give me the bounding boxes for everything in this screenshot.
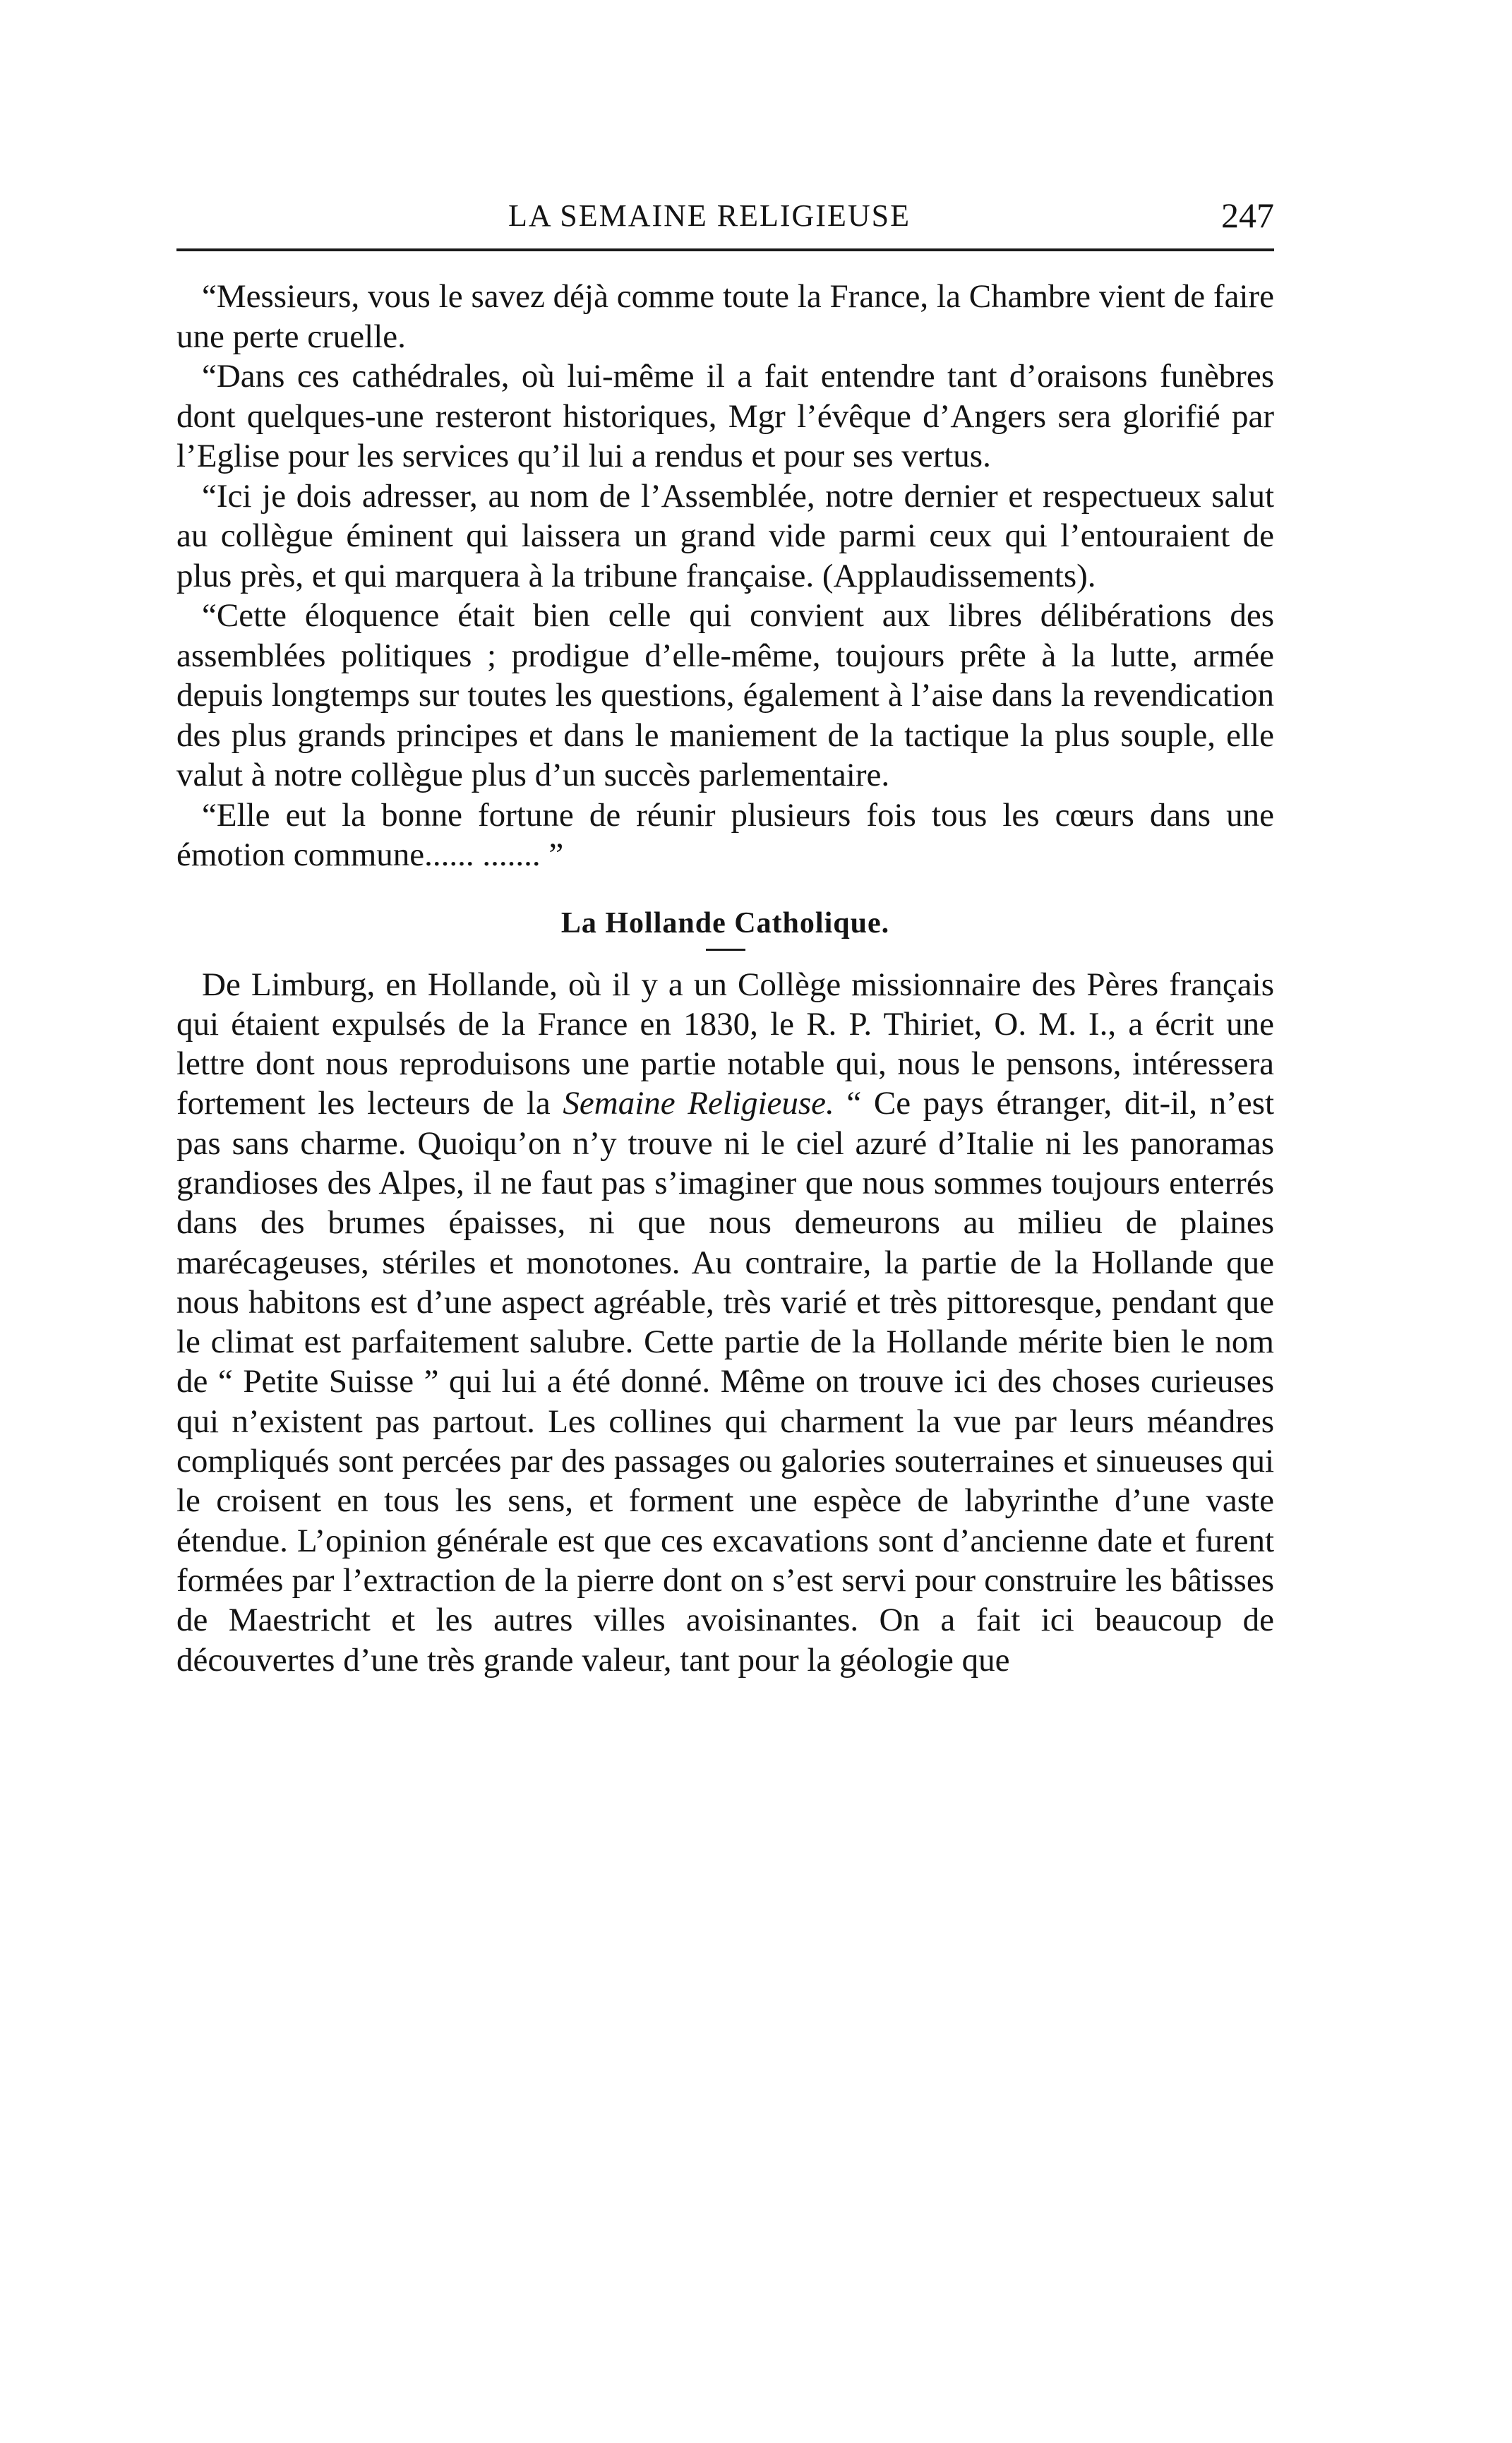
header-rule: [176, 248, 1274, 251]
article-paragraph: [176, 965, 1274, 1680]
article-text-start: De Limburg, en Hollande, où il y a un Collège missionnaire des Pères français qui étaient expulsés de la France en 1830, le R. P. Thiriet, O. M. I., a écrit une lettre dont nous reproduisons une partie notable qui, nous le pensons, intéressera fortement les lecteurs de la: [176, 966, 1274, 1122]
section-title: La Hollande Catholique.: [560, 906, 890, 940]
quote-paragraph: “Messieurs, vous le savez déjà comme toute la France, la Chambre vient de faire une perte cruelle.: [176, 278, 1274, 355]
article: [176, 965, 1274, 1680]
body-text: [176, 277, 1274, 1680]
quote-paragraph: “Dans ces cathédrales, où lui-même il a fait entendre tant d’oraisons funèbres dont quelques-une resteront historiques, Mgr l’évêque d’Angers sera glorifié par l’Eglise pour les services qu’il lui a rendus et pour ses vertus.: [176, 358, 1274, 474]
title-rule: [706, 949, 745, 951]
quote-paragraph: “Cette éloquence était bien celle qui convient aux libres délibérations des assemblées politiques ; prodigue d’elle-même, toujours prête à la lutte, armée depuis longtemps sur toutes les questions, également à l’aise dans la revendication des plus grands principes et dans le maniement de la tactique la plus souple, elle valut à notre collègue plus d’un succès parlementaire.: [176, 597, 1274, 793]
publication-title: Semaine Religieuse.: [563, 1085, 834, 1122]
article-text-continued: “ Ce pays étranger, dit-il, n’est pas sans charme. Quoiqu’on n’y trouve ni le ciel azuré d’Italie ni les panoramas grandioses des Alpes, il ne faut pas s’imaginer que nous sommes toujours enterrés dans des brumes épaisses, ni que nous demeurons au milieu de plaines marécageuses, stériles et monotones. Au contraire, la partie de la Hollande que nous habitons est d’une aspect agréable, très varié et très pittoresque, pendant que le climat est parfaitement salubre. Cette partie de la Hollande mérite bien le nom de “ Petite Suisse ” qui lui a été donné. Même on trouve ici des choses curieuses qui n’existent pas partout. Les collines qui charment la vue par leurs méandres compliqués sont percées par des passages ou galories souterraines et sinueuses qui le croisent en tous les sens, et forment une espèce de labyrinthe d’une vaste étendue. L’opinion générale est que ces excavations sont d’ancienne date et furent formées par l’extraction de la pierre dont on s’est servi pour construire les bâtisses de Maestricht et les autres villes avoisinantes. On a fait ici beaucoup de découvertes d’une très grande valeur, tant pour la géologie que: [176, 1085, 1275, 1679]
page-number: 247: [1221, 196, 1274, 235]
quote-paragraph: “Ici je dois adresser, au nom de l’Assemblée, notre dernier et respectueux salut au collègue éminent qui laissera un grand vide parmi ceux qui l’entouraient de plus près, et qui marquera à la tribune française. (Applaudissements).: [176, 477, 1274, 594]
quote-paragraph: “Elle eut la bonne fortune de réunir plusieurs fois tous les cœurs dans une émotion commune...... ....... ”: [176, 796, 1274, 873]
page-header: [176, 192, 1274, 241]
running-title: LA SEMAINE RELIGIEUSE: [508, 198, 911, 233]
